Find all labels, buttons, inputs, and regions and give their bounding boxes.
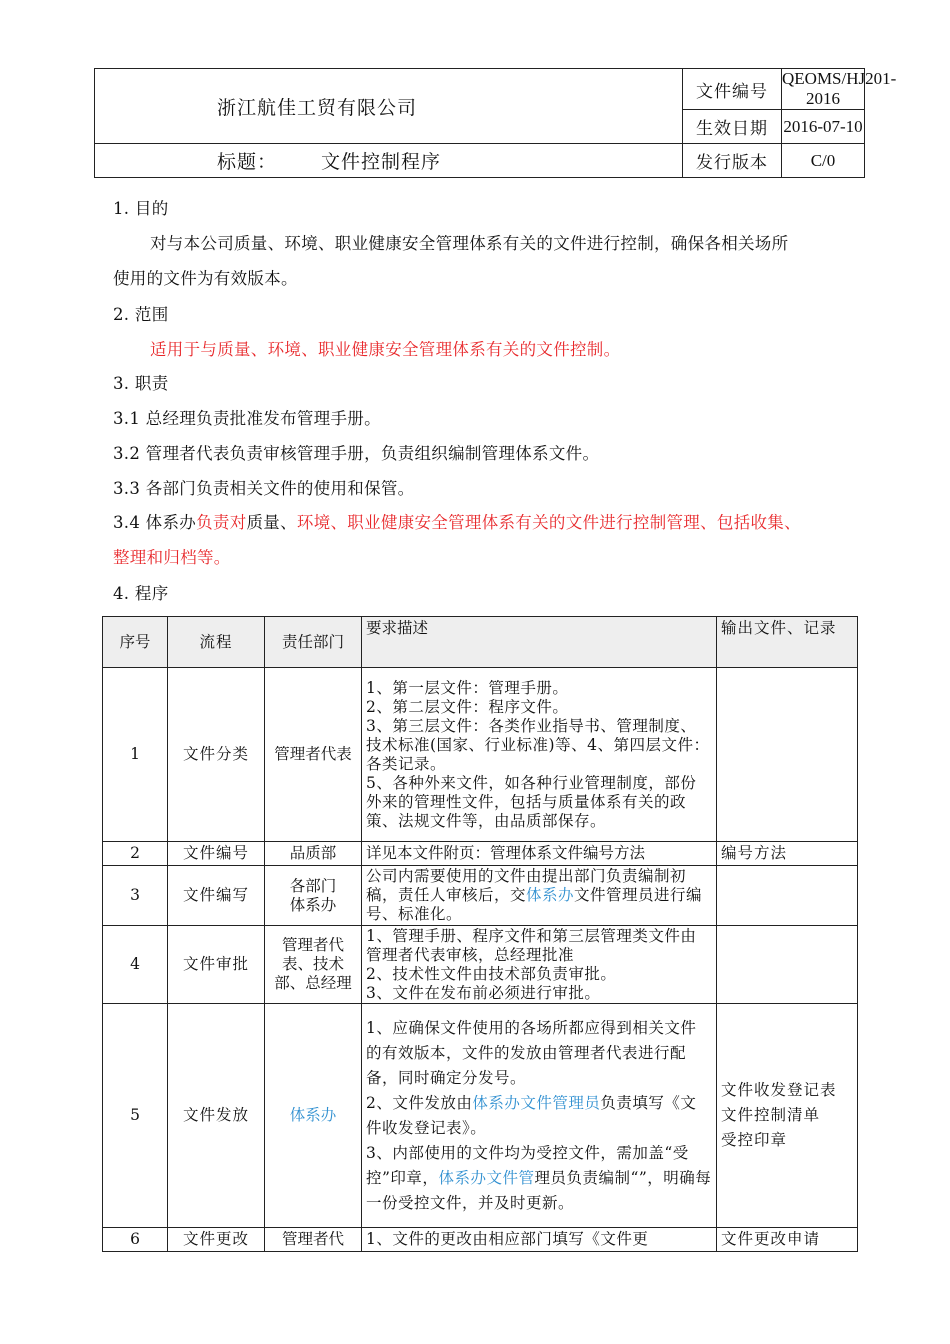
requirement-line: 5、各种外来文件，如各种行业管理制度，部份外来的管理性文件，包括与质量体系有关的政策、法规文件等，由品质部保存。 [366, 773, 697, 830]
version-value: C/0 [782, 144, 865, 178]
effective-date-label: 生效日期 [683, 110, 782, 144]
row-flow: 文件审批 [168, 926, 265, 1004]
requirement-part: 2、文件发放由 [366, 1093, 473, 1112]
section-3-4-part-d: 环境、职业健康安全管理体系有关的文件进行控制管理、包括收集、 [296, 513, 801, 532]
table-row [103, 842, 858, 866]
requirement-part: 负责填写《文件收发登记表》。 [366, 1093, 697, 1137]
requirement-part: 3、内部使用的文件均为受控文件，需加盖“受控”印章， [366, 1143, 689, 1187]
row-no: 1 [103, 668, 168, 842]
row-no: 3 [103, 866, 168, 926]
col-header-no: 序号 [103, 617, 168, 668]
section-3-1: 3.1 总经理负责批准发布管理手册。 [113, 409, 381, 428]
row-no: 6 [103, 1228, 168, 1252]
requirement-line: 3、第三层文件：各类作业指导书、管理制度、技术标准(国家、行业标准)等、4、第四层文件：各类记录。 [366, 716, 710, 773]
section-3-4-part-b: 负责对 [196, 513, 247, 532]
section-3-2: 3.2 管理者代表负责审核管理手册，负责组织编制管理体系文件。 [113, 444, 600, 463]
table-row [103, 1228, 858, 1252]
col-header-flow: 流程 [168, 617, 265, 668]
col-header-requirement: 要求描述 [362, 617, 717, 668]
row-output [717, 926, 858, 1004]
row-no: 5 [103, 1004, 168, 1228]
section-3-4-part-c: 质量、 [246, 513, 297, 532]
row-flow: 文件编写 [168, 866, 265, 926]
requirement-line: 3、文件在发布前必须进行审批。 [366, 983, 601, 1002]
col-header-dept: 责任部门 [265, 617, 362, 668]
section-1-text-line2: 使用的文件为有效版本。 [113, 269, 298, 288]
row-flow: 文件发放 [168, 1004, 265, 1228]
table-row [103, 668, 858, 842]
requirement-part: 理员负责编制“”，明确每一份受控文件，并及时更新。 [366, 1168, 712, 1212]
row-dept: 管理者代 [265, 1228, 362, 1252]
table-row [103, 1004, 858, 1228]
section-3-4-continued: 整理和归档等。 [113, 548, 231, 567]
requirement-line [366, 1091, 712, 1141]
row-output: 文件更改申请 [717, 1228, 858, 1252]
version-label: 发行版本 [683, 144, 782, 178]
dept-line: 体系办 [289, 895, 337, 914]
requirement-part: 文件管理员进行编号、标准化。 [366, 886, 703, 923]
row-flow: 文件更改 [168, 1228, 265, 1252]
section-3-3: 3.3 各部门负责相关文件的使用和保管。 [113, 479, 415, 498]
title-text: 文件控制程序 [321, 151, 442, 173]
title-label: 标题： [217, 151, 278, 173]
requirement-line [366, 1141, 712, 1216]
effective-date-value: 2016-07-10 [782, 110, 865, 144]
requirement-part-highlight: 体系办文件管理员 [472, 1093, 601, 1112]
row-requirement [362, 668, 717, 842]
section-4-heading: 4. 程序 [113, 584, 169, 603]
section-1-text-line1: 对与本公司质量、环境、职业健康安全管理体系有关的文件进行控制，确保各相关场所 [150, 234, 789, 253]
requirement-part: 公司内需要使用的文件由提出部门负责编制初稿，责任人审核后，交 [366, 867, 687, 904]
row-requirement: 1、文件的更改由相应部门填写《文件更 [362, 1228, 717, 1252]
document-title [95, 144, 683, 178]
requirement-part-highlight: 体系办 [526, 886, 575, 904]
col-header-output: 输出文件、记录 [717, 617, 858, 668]
section-2-heading: 2. 范围 [113, 305, 169, 324]
row-requirement [362, 866, 717, 926]
row-flow: 文件分类 [168, 668, 265, 842]
row-no: 4 [103, 926, 168, 1004]
requirement-line: 1、应确保文件使用的各场所都应得到相关文件的有效版本，文件的发放由管理者代表进行配备，同时确定分发号。 [366, 1018, 697, 1087]
row-dept: 管理者代表、技术部、总经理 [265, 926, 362, 1004]
row-requirement [362, 1004, 717, 1228]
table-row [103, 926, 858, 1004]
section-2-text: 适用于与质量、环境、职业健康安全管理体系有关的文件控制。 [150, 340, 621, 359]
row-dept: 管理者代表 [265, 668, 362, 842]
section-3-4-part-a: 3.4 体系办 [113, 513, 197, 532]
row-output [717, 1004, 858, 1228]
output-line: 文件收发登记表 [721, 1081, 837, 1099]
table-row [103, 866, 858, 926]
row-dept [265, 866, 362, 926]
output-line: 文件控制清单 [721, 1106, 821, 1124]
row-dept: 体系办 [265, 1004, 362, 1228]
row-output: 编号方法 [717, 842, 858, 866]
doc-no-label: 文件编号 [683, 69, 782, 110]
company-name: 浙江航佳工贸有限公司 [95, 69, 683, 144]
procedure-table [102, 616, 858, 1252]
row-flow: 文件编号 [168, 842, 265, 866]
row-requirement [362, 926, 717, 1004]
section-3-4 [113, 512, 869, 534]
dept-line: 各部门 [289, 876, 337, 895]
requirement-line: 1、管理手册、程序文件和第三层管理类文件由管理者代表审核，总经理批准 [366, 926, 697, 964]
requirement-line: 1、第一层文件：管理手册。 [366, 678, 569, 697]
section-3-heading: 3. 职责 [113, 374, 169, 393]
requirement-line: 2、第二层文件：程序文件。 [366, 697, 569, 716]
requirement-line: 2、技术性文件由技术部负责审批。 [366, 964, 617, 983]
document-header-table [94, 68, 897, 178]
doc-no-value: QEOMS/HJ201-2016 [782, 69, 897, 108]
row-requirement: 详见本文件附页：管理体系文件编号方法 [362, 842, 717, 866]
row-no: 2 [103, 842, 168, 866]
row-dept: 品质部 [265, 842, 362, 866]
section-1-heading: 1. 目的 [113, 199, 169, 218]
row-output [717, 668, 858, 842]
output-line: 受控印章 [721, 1131, 788, 1149]
requirement-part-highlight: 体系办文件管 [438, 1168, 535, 1187]
row-output [717, 866, 858, 926]
